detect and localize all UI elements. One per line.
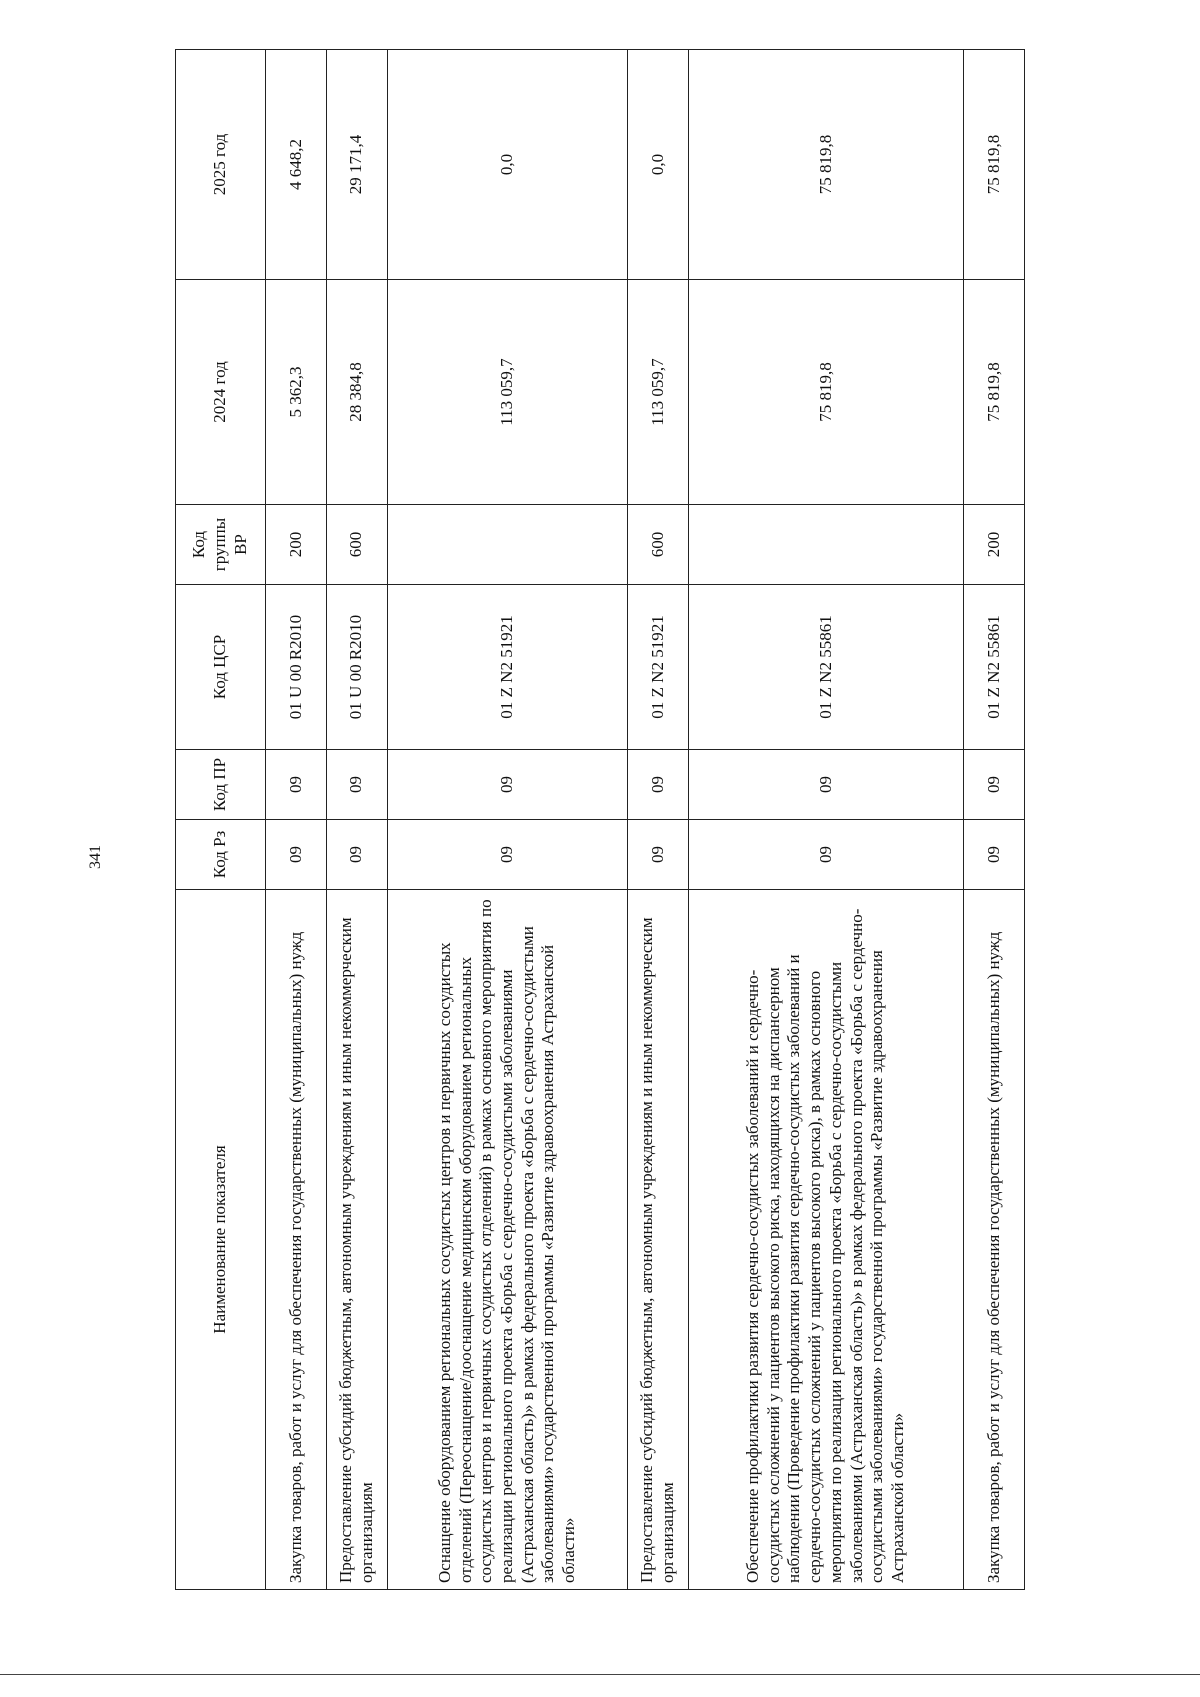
cell-2025: 29 171,4 (326, 50, 387, 280)
table-row (627, 50, 688, 1590)
cell-pr: 09 (627, 750, 688, 820)
cell-2025: 0,0 (627, 50, 688, 280)
cell-vr (387, 505, 627, 585)
header-csr: Код ЦСР (176, 585, 266, 750)
cell-pr: 09 (688, 750, 963, 820)
cell-pr: 09 (387, 750, 627, 820)
table-row (964, 50, 1025, 1590)
cell-2025: 75 819,8 (688, 50, 963, 280)
cell-csr: 01 Z N2 51921 (627, 585, 688, 750)
cell-rz: 09 (964, 820, 1025, 890)
cell-2024: 5 362,3 (266, 280, 327, 505)
cell-pr: 09 (266, 750, 327, 820)
header-2024: 2024 год (176, 280, 266, 505)
cell-2025: 4 648,2 (266, 50, 327, 280)
page-number: 341 (87, 845, 104, 869)
header-vr: Код группы ВР (176, 505, 266, 585)
page-bottom-rule (0, 1674, 1200, 1675)
cell-vr: 600 (326, 505, 387, 585)
cell-2025: 0,0 (387, 50, 627, 280)
cell-name: Закупка товаров, работ и услуг для обеспечения государственных (муниципальных) нужд (964, 890, 1025, 1590)
cell-name: Закупка товаров, работ и услуг для обеспечения государственных (муниципальных) нужд (266, 890, 327, 1590)
cell-2024: 75 819,8 (964, 280, 1025, 505)
header-name: Наименование показателя (176, 890, 266, 1590)
cell-vr (688, 505, 963, 585)
table-row (266, 50, 327, 1590)
cell-2024: 113 059,7 (627, 280, 688, 505)
cell-pr: 09 (964, 750, 1025, 820)
header-rz: Код Рз (176, 820, 266, 890)
cell-rz: 09 (326, 820, 387, 890)
cell-csr: 01 Z N2 51921 (387, 585, 627, 750)
table-row (688, 50, 963, 1590)
cell-name: Предоставление субсидий бюджетным, автономным учреждениям и иным некоммерческим организациям (326, 890, 387, 1590)
cell-2025: 75 819,8 (964, 50, 1025, 280)
cell-csr: 01 U 00 R2010 (266, 585, 327, 750)
cell-pr: 09 (326, 750, 387, 820)
cell-2024: 75 819,8 (688, 280, 963, 505)
cell-csr: 01 U 00 R2010 (326, 585, 387, 750)
cell-rz: 09 (627, 820, 688, 890)
cell-rz: 09 (688, 820, 963, 890)
cell-2024: 113 059,7 (387, 280, 627, 505)
table-header-row (176, 50, 266, 1590)
cell-vr: 200 (266, 505, 327, 585)
cell-name: Оснащение оборудованием региональных сосудистых центров и первичных сосудистых отделений (Переоснащение/дооснащение медицинским оборудованием региональных сосудистых центров и первичных сосудистых отделений) в рамках основного мероприятия по реализации регионального проекта «Борьба с сердечно-сосудистыми заболеваниями (Астраханская область)» в рамках федерального проекта «Борьба с сердечно-сосудистыми заболеваниями» государственной программы «Развитие здравоохранения Астраханской области» (387, 890, 627, 1590)
cell-name: Предоставление субсидий бюджетным, автономным учреждениям и иным некоммерческим организациям (627, 890, 688, 1590)
cell-name: Обеспечение профилактики развития сердечно-сосудистых заболеваний и сердечно-сосудистых осложнений у пациентов высокого риска, находящихся на диспансерном наблюдении (Проведение профилактики развития сердечно-сосудистых заболеваний и сердечно-сосудистых осложнений у пациентов высокого риска), в рамках основного мероприятия по реализации регионального проекта «Борьба с сердечно-сосудистыми заболеваниями (Астраханская область)» в рамках федерального проекта «Борьба с сердечно-сосудистыми заболеваниями» государственной программы «Развитие здравоохранения Астраханской области» (688, 890, 963, 1590)
header-2025: 2025 год (176, 50, 266, 280)
cell-vr: 200 (964, 505, 1025, 585)
cell-csr: 01 Z N2 55861 (688, 585, 963, 750)
cell-csr: 01 Z N2 55861 (964, 585, 1025, 750)
cell-2024: 28 384,8 (326, 280, 387, 505)
cell-rz: 09 (266, 820, 327, 890)
cell-rz: 09 (387, 820, 627, 890)
rotated-table-container (175, 50, 1025, 1590)
cell-vr: 600 (627, 505, 688, 585)
budget-table (175, 49, 1025, 1590)
table-row (326, 50, 387, 1590)
table-row (387, 50, 627, 1590)
header-pr: Код ПР (176, 750, 266, 820)
